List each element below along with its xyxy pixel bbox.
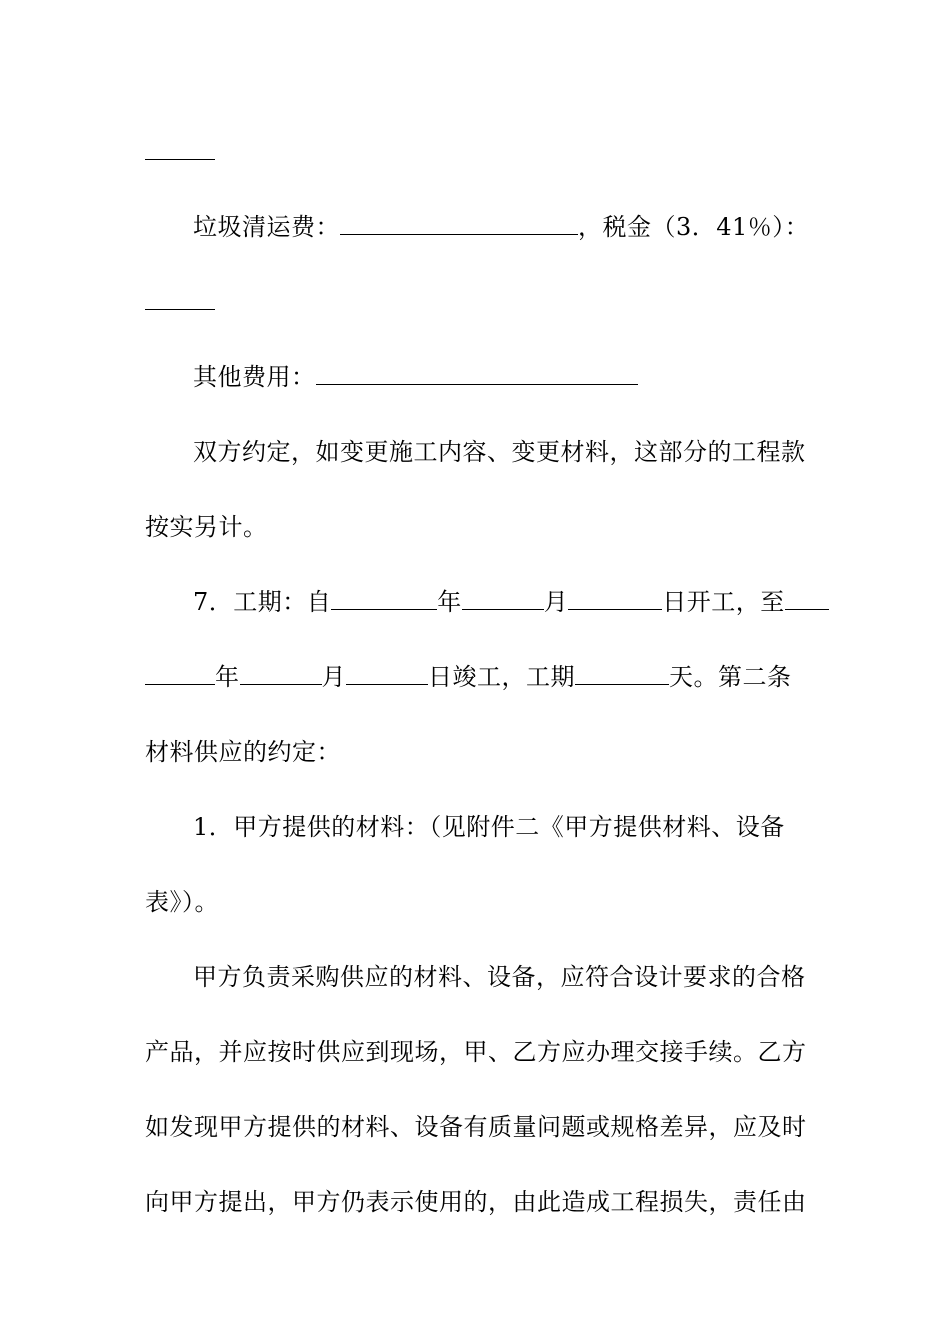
start-year-blank <box>331 587 437 610</box>
paragraph-line: 如发现甲方提供的材料、设备有质量问题或规格差异，应及时 <box>145 1113 807 1141</box>
start-day-blank <box>568 587 662 610</box>
paragraph-line: 表》）。 <box>145 888 219 916</box>
end-year-blank <box>785 587 829 610</box>
start-month-blank <box>462 587 544 610</box>
other-fee-label: 其他费用： <box>193 363 316 391</box>
garbage-fee-blank <box>340 212 578 235</box>
end-month-blank <box>240 662 322 685</box>
month-label: 月 <box>321 663 346 691</box>
tax-blank <box>145 287 215 310</box>
duration-blank <box>575 662 669 685</box>
other-fee-line <box>193 361 813 393</box>
paragraph-line: 材料供应的约定： <box>145 738 341 766</box>
garbage-fee-line <box>193 211 813 243</box>
schedule-line-2 <box>145 661 815 693</box>
paragraph-line: 按实另计。 <box>145 513 268 541</box>
month-label: 月 <box>543 588 569 616</box>
paragraph-line: 产品，并应按时供应到现场，甲、乙方应办理交接手续。乙方 <box>145 1038 807 1066</box>
end-year-blank-cont <box>145 662 215 685</box>
year-label: 年 <box>215 663 240 691</box>
schedule-line-1 <box>193 586 813 618</box>
year-label: 年 <box>437 588 462 616</box>
article-two-heading: 天。第二条 <box>669 663 792 691</box>
paragraph-line: 1．甲方提供的材料：（见附件二《甲方提供材料、设备 <box>193 813 785 841</box>
paragraph-line: 向甲方提出，甲方仍表示使用的，由此造成工程损失，责任由 <box>145 1188 807 1216</box>
blank-line-1 <box>145 136 815 168</box>
schedule-label: 7．工期：自 <box>193 588 332 616</box>
fill-blank <box>145 137 215 160</box>
garbage-fee-label: 垃圾清运费： <box>193 213 340 241</box>
paragraph-line: 双方约定，如变更施工内容、变更材料，这部分的工程款 <box>193 438 806 466</box>
end-day-blank <box>346 662 428 685</box>
blank-line-2 <box>145 286 815 318</box>
start-label: 日开工，至 <box>662 588 785 616</box>
other-fee-blank <box>316 362 638 385</box>
tax-label: ，税金（3．41％）： <box>578 213 810 241</box>
completion-label: 日竣工，工期 <box>428 663 575 691</box>
paragraph-line: 甲方负责采购供应的材料、设备，应符合设计要求的合格 <box>193 963 806 991</box>
